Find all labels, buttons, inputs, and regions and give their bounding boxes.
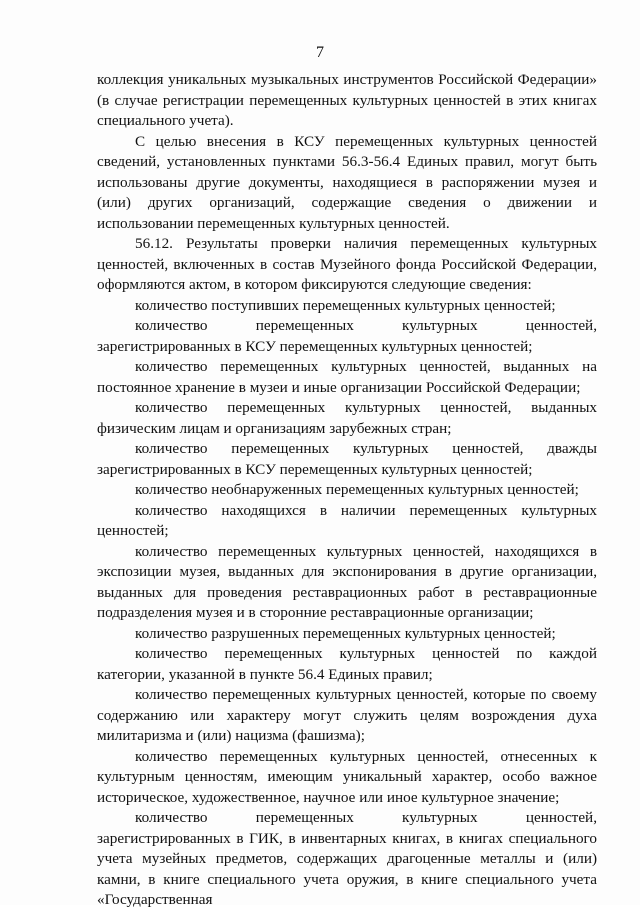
list-item: количество перемещенных культурных ценностей, которые по своему содержанию или характеру могут служить целям возрождения духа милитаризма и (или) нацизма (фашизма); [97,686,597,744]
list-item: количество перемещенных культурных ценностей, находящихся в экспозиции музея, выданных для экспонирования в другие организации, выданных для проведения реставрационных работ в реставрационные подразделения музея и в сторонние реставрационные организации; [97,542,597,621]
list-item: количество необнаруженных перемещенных культурных ценностей; [135,481,579,498]
paragraph: С целью внесения в КСУ перемещенных культурных ценностей сведений, установленных пунктами 56.3-56.4 Единых правил, могут быть использованы другие документы, находящиеся в распоряжении музея и (или) других организаций, содержащие сведения о движении и использовании перемещенных культурных ценностей. [97,132,597,232]
list-item: количество перемещенных культурных ценностей, дважды зарегистрированных в КСУ перемещенных культурных ценностей; [97,440,597,478]
page-number: 7 [316,44,324,61]
paragraph-section-56-12: 56.12. Результаты проверки наличия перемещенных культурных ценностей, включенных в состав Музейного фонда Российской Федерации, оформляются актом, в котором фиксируются следующие сведения: [97,235,597,293]
list-item: количество находящихся в наличии перемещенных культурных ценностей; [97,501,597,539]
document-body [97,70,597,911]
list-item: количество перемещенных культурных ценностей, зарегистрированных в КСУ перемещенных культурных ценностей; [97,317,597,355]
list-item: количество перемещенных культурных ценностей по каждой категории, указанной в пункте 56.4 Единых правил; [97,645,597,683]
list-item: количество перемещенных культурных ценностей, выданных физическим лицам и организациям зарубежных стран; [97,399,597,437]
list-item: количество перемещенных культурных ценностей, отнесенных к культурным ценностям, имеющим уникальный характер, особо важное историческое, художественное, научное или иное культурное значение; [97,747,597,806]
paragraph-continuation: коллекция уникальных музыкальных инструментов Российской Федерации» (в случае регистрации перемещенных культурных ценностей в этих книгах специального учета). [97,71,597,129]
list-item: количество разрушенных перемещенных культурных ценностей; [135,624,556,642]
list-item: количество перемещенных культурных ценностей, выданных на постоянное хранение в музеи и иные организации Российской Федерации; [97,358,597,396]
list-item: количество поступивших перемещенных культурных ценностей; [135,296,556,314]
list-item: количество перемещенных культурных ценностей, зарегистрированных в ГИК, в инвентарных книгах, в книгах специального учета музейных предметов, содержащих драгоценные металлы и (или) камни, в книге специального учета оружия, в книге специального учета «Государственная [97,809,597,908]
